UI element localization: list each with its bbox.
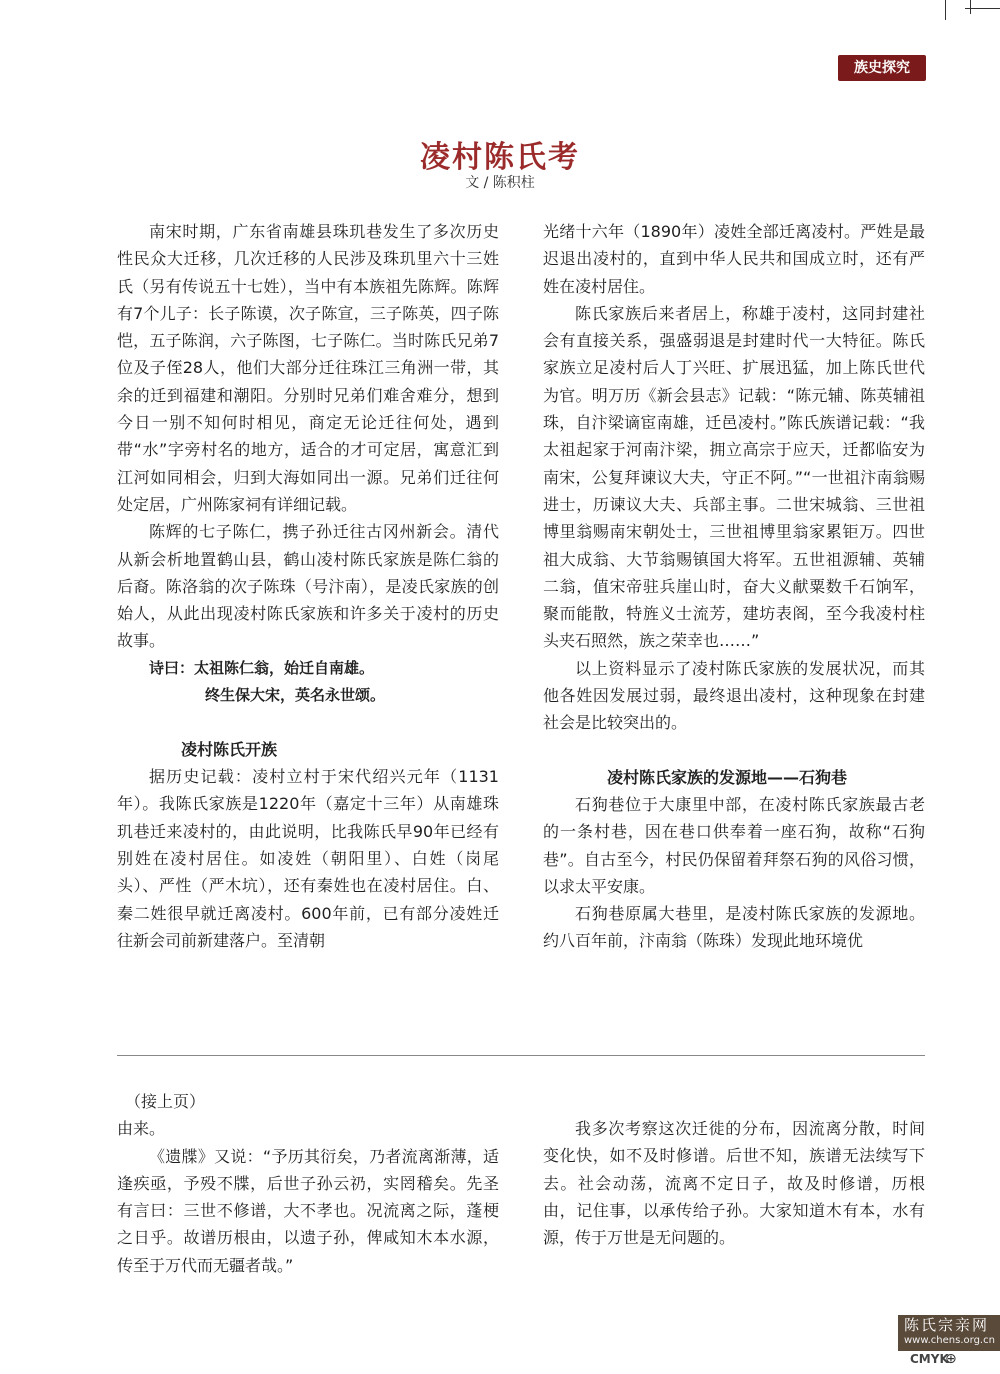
left-column [117, 218, 499, 954]
paragraph: 南宋时期，广东省南雄县珠玑巷发生了多次历史性民众大迁移，几次迁移的人民涉及珠玑里六十三姓氏（另有传说五十七姓），当中有本族祖先陈辉。陈辉有7个儿子：长子陈谟，次子陈宣，三子陈英，四子陈恺，五子陈润，六子陈图，七子陈仁。当时陈氏兄弟7位及子侄28人，他们大部分迁往珠江三角洲一带，其余的迁到福建和潮阳。分别时兄弟们难舍难分，想到今日一别不知何时相见，商定无论迁往何处，遇到带“水”字旁村名的地方，适合的才可定居，寓意汇到江河如同相会，归到大海如同出一源。兄弟们迁往何处定居，广州陈家祠有详细记载。 [117, 222, 499, 514]
paragraph: 《遗牒》又说：“予历其衍矣，乃者流离渐薄，适逢疾亟，予殁不牒，后世子孙云礽，实罔稽矣。先圣有言曰：三世不修谱，大不孝也。况流离之际，蓬梗之日乎。故谱历根由，以遗子孙，俾咸知木本水源，传至于万代而无疆者哉。” [117, 1146, 499, 1275]
paragraph: 据历史记载：凌村立村于宋代绍兴元年（1131年）。我陈氏家族是1220年（嘉定十三年）从南雄珠玑巷迁来凌村的，由此说明，比我陈氏早90年已经有别姓在凌村居住。如凌姓（朝阳里）、白姓（岗尾头）、严性（严木坑），还有秦姓也在凌村居住。白、秦二姓很早就迁离凌村。600年前，已有部分凌姓迁往新会司前新建落户。至清朝 [117, 767, 499, 950]
site-watermark [898, 1315, 1000, 1351]
article-byline: 文 / 陈积柱 [465, 175, 535, 191]
paragraph: 石狗巷位于大康里中部，在凌村陈氏家族最古老的一条村巷，因在巷口供奉着一座石狗，故称“石狗巷”。自古至今，村民仍保留着拜祭石狗的风俗习惯，以求太平安康。 [543, 794, 925, 896]
section-tag: 族史探究 [838, 55, 926, 81]
paragraph: 光绪十六年（1890年）凌姓全部迁离凌村。严姓是最迟退出凌村的，直到中华人民共和国成立时，还有严姓在凌村居住。 [543, 222, 925, 296]
registration-mark-icon: ⊕ [945, 1351, 957, 1367]
poem-line: 诗曰：太祖陈仁翁，始迁自南雄。 [149, 658, 375, 677]
watermark-name: 陈氏宗亲网 [904, 1316, 990, 1334]
paragraph: 石狗巷原属大巷里，是凌村陈氏家族的发源地。约八百年前，汴南翁（陈珠）发现此地环境优 [543, 904, 925, 951]
continued-note: （接上页） [125, 1092, 206, 1111]
crop-mark [970, 0, 971, 14]
poem-line: 终生保大宋，英名永世颂。 [205, 685, 386, 704]
paragraph: 由来。 [117, 1119, 166, 1139]
section-heading: 凌村陈氏开族 [181, 739, 278, 759]
section-divider [117, 1055, 925, 1056]
watermark-url: www.chens.org.cn [904, 1335, 995, 1346]
paragraph: 陈氏家族后来者居上，称雄于凌村，这同封建社会有直接关系，强盛弱退是封建时代一大特征。陈氏家族立足凌村后人丁兴旺、扩展迅猛，加上陈氏世代为官。明万历《新会县志》记载：“陈元辅、陈英辅祖珠，自汴梁谪宦南雄，迁邑凌村。”陈氏族谱记载：“我太祖起家于河南汴梁，拥立高宗于应天，迁都临安为南宋，公复拜谏议大夫，守正不阿。”“一世祖汴南翁赐进士，历谏议大夫、兵部主事。二世宋城翁、三世祖博里翁赐南宋朝处士，三世祖博里翁家累钜万。四世祖大成翁、大节翁赐镇国大将军。五世祖源辅、英辅二翁，值宋帝驻兵崖山时，奋大义献粟数千石饷军，聚而能散，特旌义士流芳，建坊表阁，至今我凌村柱头夹石照然，族之荣幸也……” [543, 303, 925, 651]
continuation-left-column [117, 1088, 499, 1279]
crop-mark [945, 0, 946, 20]
continuation-right-column [543, 1115, 925, 1251]
paragraph: 我多次考察这次迁徙的分布，因流离分散，时间变化快，如不及时修谱。后世不知，族谱无法续写下去。社会动荡，流离不定日子，故及时修谱，历根由，记住事，以承传给子孙。大家知道木有本，水有源，传于万世是无问题的。 [543, 1119, 925, 1248]
section-heading: 凌村陈氏家族的发源地——石狗巷 [607, 767, 848, 787]
right-column [543, 218, 925, 955]
paragraph: 陈辉的七子陈仁，携子孙迁往古冈州新会。清代从新会析地置鹤山县，鹤山凌村陈氏家族是陈仁翁的后裔。陈洛翁的次子陈珠（号汴南），是凌氏家族的创始人，从此出现凌村陈氏家族和许多关于凌村的历史故事。 [117, 522, 499, 651]
article-title: 凌村陈氏考 [420, 140, 580, 175]
print-mark: CMYK [910, 1352, 949, 1366]
poem [117, 655, 499, 709]
paragraph: 以上资料显示了凌村陈氏家族的发展状况，而其他各姓因发展过弱，最终退出凌村，这种现象在封建社会是比较突出的。 [543, 658, 925, 733]
